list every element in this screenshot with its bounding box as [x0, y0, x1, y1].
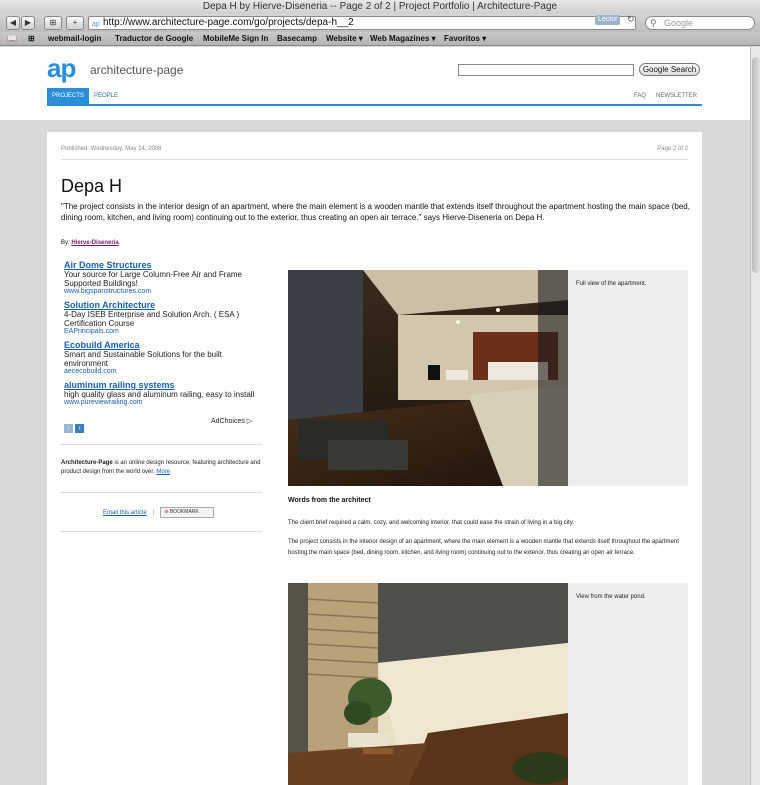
- ad-description: 4-Day ISEB Enterprise and Solution Arch. ( ESA ) Certification Course: [64, 310, 240, 328]
- bookmark-favoritos[interactable]: Favoritos ▾: [444, 34, 487, 43]
- bookmark-label: BOOKMARK: [169, 509, 199, 515]
- site-header: [0, 47, 750, 120]
- ad-headline[interactable]: Air Dome Structures: [64, 260, 152, 270]
- browser-toolbar: [0, 14, 760, 32]
- ad-prev-button[interactable]: ‹: [64, 424, 73, 433]
- bookmark-webmail[interactable]: webmail-login: [48, 34, 102, 43]
- url-text: http://www.architecture-page.com/go/projects/depa-h__2: [103, 17, 354, 28]
- published-row: [61, 146, 688, 160]
- more-link[interactable]: More: [156, 469, 171, 475]
- ad-description: Your source for Large Column-Free Air and Frame Supported Buildings!: [64, 270, 243, 288]
- ad-headline[interactable]: Ecobuild America: [64, 340, 140, 350]
- photo-caption: View from the water pond.: [568, 583, 688, 785]
- divider: [61, 444, 262, 445]
- author-link[interactable]: Hierve-Diseneria: [71, 240, 119, 246]
- ad-description: high quality glass and aluminum railing, easy to install: [64, 390, 255, 399]
- about-brand: Architecture-Page: [61, 460, 113, 466]
- divider: [61, 492, 262, 493]
- nav-people[interactable]: PEOPLE: [94, 93, 119, 99]
- back-button[interactable]: ◀: [6, 16, 20, 30]
- bookmark-mobileme[interactable]: MobileMe Sign In: [203, 34, 269, 43]
- page-indicator: Page 2 of 2: [657, 146, 688, 152]
- adchoices-link[interactable]: AdChoices ▷: [211, 418, 253, 425]
- bookmark-traductor[interactable]: Traductor de Google: [115, 34, 194, 43]
- share-row: [103, 507, 214, 518]
- nav-faq[interactable]: FAQ: [634, 93, 647, 99]
- google-search-button[interactable]: Google Search: [639, 63, 700, 76]
- article-paragraph: The client brief required a calm, cozy, and welcoming interior, that could ease the strain of living in a big city.: [288, 520, 574, 526]
- nav-newsletter[interactable]: NEWSLETTER: [656, 93, 698, 99]
- email-article-link[interactable]: Email this article: [103, 510, 147, 517]
- reload-icon[interactable]: ↻: [627, 14, 635, 24]
- address-bar[interactable]: [88, 16, 636, 30]
- grid-icon[interactable]: ⊞: [28, 34, 35, 43]
- bookmark-button[interactable]: [160, 507, 214, 518]
- ad-item[interactable]: [64, 380, 264, 407]
- terrace-photo[interactable]: [288, 583, 568, 785]
- share-divider: |: [152, 510, 155, 517]
- bookmark-basecamp[interactable]: Basecamp: [277, 34, 318, 43]
- ad-next-button[interactable]: ›: [75, 424, 84, 433]
- site-search-input[interactable]: [458, 64, 634, 76]
- ad-url[interactable]: EAPrincipals.com: [64, 328, 119, 335]
- ad-url[interactable]: www.bigspanstructures.com: [64, 288, 152, 295]
- ad-list: [64, 260, 264, 411]
- ad-headline[interactable]: aluminum railing systems: [64, 380, 175, 390]
- ad-item[interactable]: [64, 300, 264, 336]
- ad-url[interactable]: aececobuild.com: [64, 368, 117, 375]
- site-logo[interactable]: ap: [47, 53, 76, 83]
- divider: [61, 531, 262, 532]
- scrollbar-thumb[interactable]: [752, 57, 760, 273]
- page-scrollbar[interactable]: [750, 47, 760, 785]
- nav-projects[interactable]: PROJECTS: [47, 88, 89, 106]
- bookmark-website[interactable]: Website ▾: [326, 34, 363, 43]
- article-paragraph: The project consists in the interior design of an apartment, where the main element is a wooden mantle that extends itself throughout the apartment hosting the main space (bed, dining room, kitchen, and living room) continuing out to the exterior, thus creating an open air terrace.: [288, 539, 679, 556]
- byline: [61, 240, 119, 246]
- bookmarks-bar: [0, 32, 760, 46]
- reading-list-icon[interactable]: 📖: [7, 34, 17, 43]
- ad-headline[interactable]: Solution Architecture: [64, 300, 156, 310]
- ad-item[interactable]: [64, 340, 264, 376]
- site-brand: architecture-page: [90, 63, 184, 77]
- search-icon: ⚲: [650, 18, 657, 28]
- about-text: [61, 459, 263, 477]
- bookmark-web-magazines[interactable]: Web Magazines ▾: [370, 34, 436, 43]
- ad-url[interactable]: www.pureviewrailing.com: [64, 399, 143, 406]
- ad-pager: [64, 417, 86, 435]
- history-button[interactable]: ⊞: [44, 16, 62, 30]
- about-description: is an online design resource, featuring architecture and product design from the world over.: [61, 460, 261, 475]
- add-bookmark-button[interactable]: +: [66, 16, 84, 30]
- apartment-interior-photo[interactable]: [288, 270, 568, 486]
- ad-description: Smart and Sustainable Solutions for the built environment: [64, 350, 222, 368]
- browser-search-input[interactable]: [645, 16, 755, 30]
- published-date: Published: Wednesday, May 14, 2008: [61, 146, 162, 152]
- bookmark-icon: ⊕: [164, 509, 170, 515]
- photo-caption: Full view of the apartment.: [568, 270, 688, 486]
- article-intro: "The project consists in the interior design of an apartment, where the main element is a wooden mantle that extends itself throughout the apartment hosting the main space (bed, dining room, kitchen, and living room) continuing out to the exterior, thus creating an open air terrace." says Hierve-Diseneria on Depa H.: [61, 202, 690, 222]
- article-container: [47, 132, 702, 785]
- by-label: By:: [61, 240, 70, 246]
- reader-button[interactable]: Lector: [595, 15, 620, 25]
- article-title: Depa H: [61, 176, 123, 196]
- section-heading: Words from the architect: [288, 497, 371, 504]
- ad-item[interactable]: [64, 260, 264, 296]
- site-favicon-icon: ap: [92, 21, 100, 28]
- forward-button[interactable]: ▶: [21, 16, 35, 30]
- window-title: Depa H by Hierve-Diseneria -- Page 2 of 2 | Project Portfolio | Architecture-Page: [0, 0, 760, 14]
- browser-search-placeholder: Google: [664, 18, 694, 28]
- site-nav: [47, 88, 702, 106]
